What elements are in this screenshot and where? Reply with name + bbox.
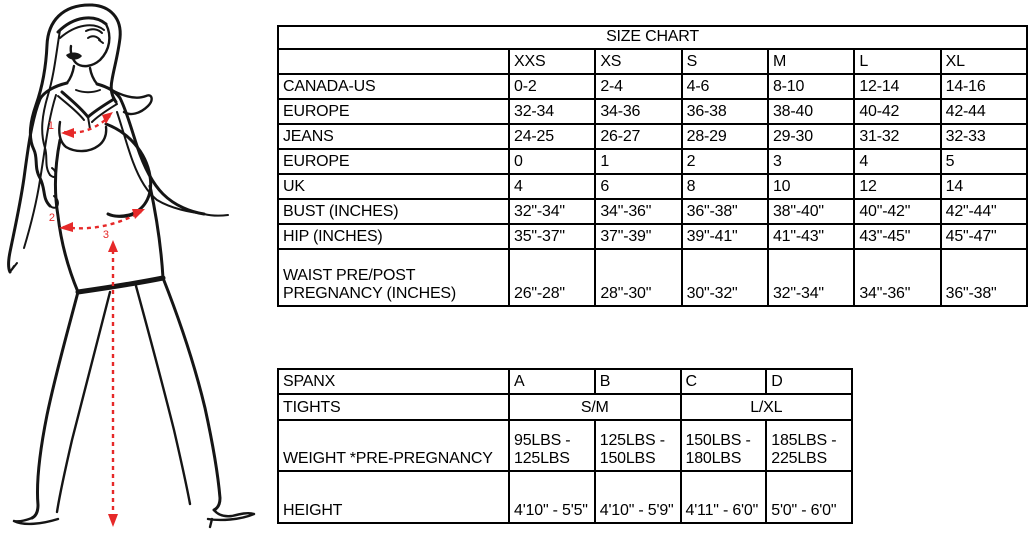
size-cell: 2	[682, 149, 768, 174]
table-row	[278, 124, 1027, 149]
size-chart-title: SIZE CHART	[278, 26, 1027, 49]
measure-label-3: 3	[102, 229, 109, 241]
size-cell: 30"-32"	[682, 249, 768, 306]
size-cell: 37"-39"	[595, 224, 681, 249]
row-label: CANADA-US	[278, 74, 509, 99]
right-foot	[208, 510, 254, 527]
size-cell: 8	[682, 174, 768, 199]
size-cell: 24-25	[509, 124, 595, 149]
row-label: TIGHTS	[278, 394, 509, 420]
size-cell: 34"-36"	[595, 199, 681, 224]
size-cell: 4	[854, 149, 940, 174]
column-header: M	[768, 49, 854, 74]
row-label: UK	[278, 174, 509, 199]
size-cell: 5	[941, 149, 1027, 174]
size-cell: 4'10" - 5'5"	[509, 471, 595, 523]
size-cell: 45"-47"	[941, 224, 1027, 249]
size-cell: 38-40	[768, 99, 854, 124]
measure-label-1: 1	[47, 120, 54, 132]
size-cell: 3	[768, 149, 854, 174]
size-cell: 10	[768, 174, 854, 199]
table-row	[278, 74, 1027, 99]
size-cell: 28"-30"	[595, 249, 681, 306]
size-cell: 28-29	[682, 124, 768, 149]
size-cell: 1	[595, 149, 681, 174]
size-cell: 36"-38"	[941, 249, 1027, 306]
size-cell: 4-6	[682, 74, 768, 99]
lips	[66, 52, 82, 59]
size-cell: 185LBS - 225LBS	[766, 420, 852, 471]
row-label: BUST (INCHES)	[278, 199, 509, 224]
column-header: B	[595, 369, 681, 394]
row-label: HEIGHT	[278, 471, 509, 523]
size-cell: 150LBS - 180LBS	[681, 420, 767, 471]
size-cell: S/M	[509, 394, 681, 420]
size-cell: 40"-42"	[854, 199, 940, 224]
column-header: XXS	[509, 49, 595, 74]
size-cell: 5'0" - 6'0"	[766, 471, 852, 523]
row-label: JEANS	[278, 124, 509, 149]
size-cell: L/XL	[681, 394, 853, 420]
size-cell: 42-44	[941, 99, 1027, 124]
skirt-hem	[78, 278, 163, 292]
size-cell: 8-10	[768, 74, 854, 99]
table-row	[278, 369, 852, 394]
size-cell: 40-42	[854, 99, 940, 124]
corner-cell	[278, 49, 509, 74]
table-row	[278, 99, 1027, 124]
size-cell: 43"-45"	[854, 224, 940, 249]
size-cell: 12-14	[854, 74, 940, 99]
size-cell: 26"-28"	[509, 249, 595, 306]
size-cell: 41"-43"	[768, 224, 854, 249]
size-cell: 12	[854, 174, 940, 199]
height-measure-line	[103, 229, 118, 527]
size-cell: 34"-36"	[854, 249, 940, 306]
table-row	[278, 224, 1027, 249]
table-row	[278, 394, 852, 420]
row-label: SPANX	[278, 369, 509, 394]
pregnant-woman-illustration	[0, 0, 270, 534]
size-cell: 0	[509, 149, 595, 174]
size-cell: 34-36	[595, 99, 681, 124]
size-cell: 32-34	[509, 99, 595, 124]
row-label: EUROPE	[278, 149, 509, 174]
column-header: S	[682, 49, 768, 74]
hip-measure-arrow	[49, 209, 145, 232]
size-cell: 2-4	[595, 74, 681, 99]
column-header: XS	[595, 49, 681, 74]
size-cell: 14-16	[941, 74, 1027, 99]
size-cell: 6	[595, 174, 681, 199]
table-row	[278, 49, 1027, 74]
size-cell: 4	[509, 174, 595, 199]
table-row	[278, 149, 1027, 174]
size-cell: 32"-34"	[768, 249, 854, 306]
row-label: HIP (INCHES)	[278, 224, 509, 249]
size-cell: 42"-44"	[941, 199, 1027, 224]
size-cell: 0-2	[509, 74, 595, 99]
measure-label-2: 2	[48, 212, 55, 224]
size-cell: 31-32	[854, 124, 940, 149]
size-cell: 4'10" - 5'9"	[595, 471, 681, 523]
row-label: EUROPE	[278, 99, 509, 124]
figure-line-art	[9, 5, 255, 527]
size-cell: 26-27	[595, 124, 681, 149]
table-row	[278, 199, 1027, 224]
size-cell: 14	[941, 174, 1027, 199]
left-foot	[14, 518, 58, 524]
size-cell: 125LBS - 150LBS	[595, 420, 681, 471]
size-cell: 39"-41"	[682, 224, 768, 249]
column-header: XL	[941, 49, 1027, 74]
table-row	[278, 26, 1027, 49]
table-row	[278, 249, 1027, 306]
size-cell: 4'11" - 6'0"	[681, 471, 767, 523]
size-cell: 32"-34"	[509, 199, 595, 224]
column-header: A	[509, 369, 595, 394]
size-cell: 38"-40"	[768, 199, 854, 224]
size-cell: 36"-38"	[682, 199, 768, 224]
column-header: D	[766, 369, 852, 394]
size-cell: 32-33	[941, 124, 1027, 149]
size-cell: 95LBS - 125LBS	[509, 420, 595, 471]
column-header: C	[681, 369, 767, 394]
closed-eye	[88, 36, 103, 43]
eyebrow	[86, 29, 102, 33]
row-label: WEIGHT *PRE-PREGNANCY	[278, 420, 509, 471]
table-row	[278, 420, 852, 471]
column-header: L	[854, 49, 940, 74]
size-chart-table	[277, 25, 1028, 307]
table-row	[278, 174, 1027, 199]
row-label: WAIST PRE/POST PREGNANCY (INCHES)	[278, 249, 509, 306]
table-row	[278, 471, 852, 523]
size-cell: 29-30	[768, 124, 854, 149]
spanx-chart-table	[277, 368, 853, 524]
size-cell: 35"-37"	[509, 224, 595, 249]
size-cell: 36-38	[682, 99, 768, 124]
